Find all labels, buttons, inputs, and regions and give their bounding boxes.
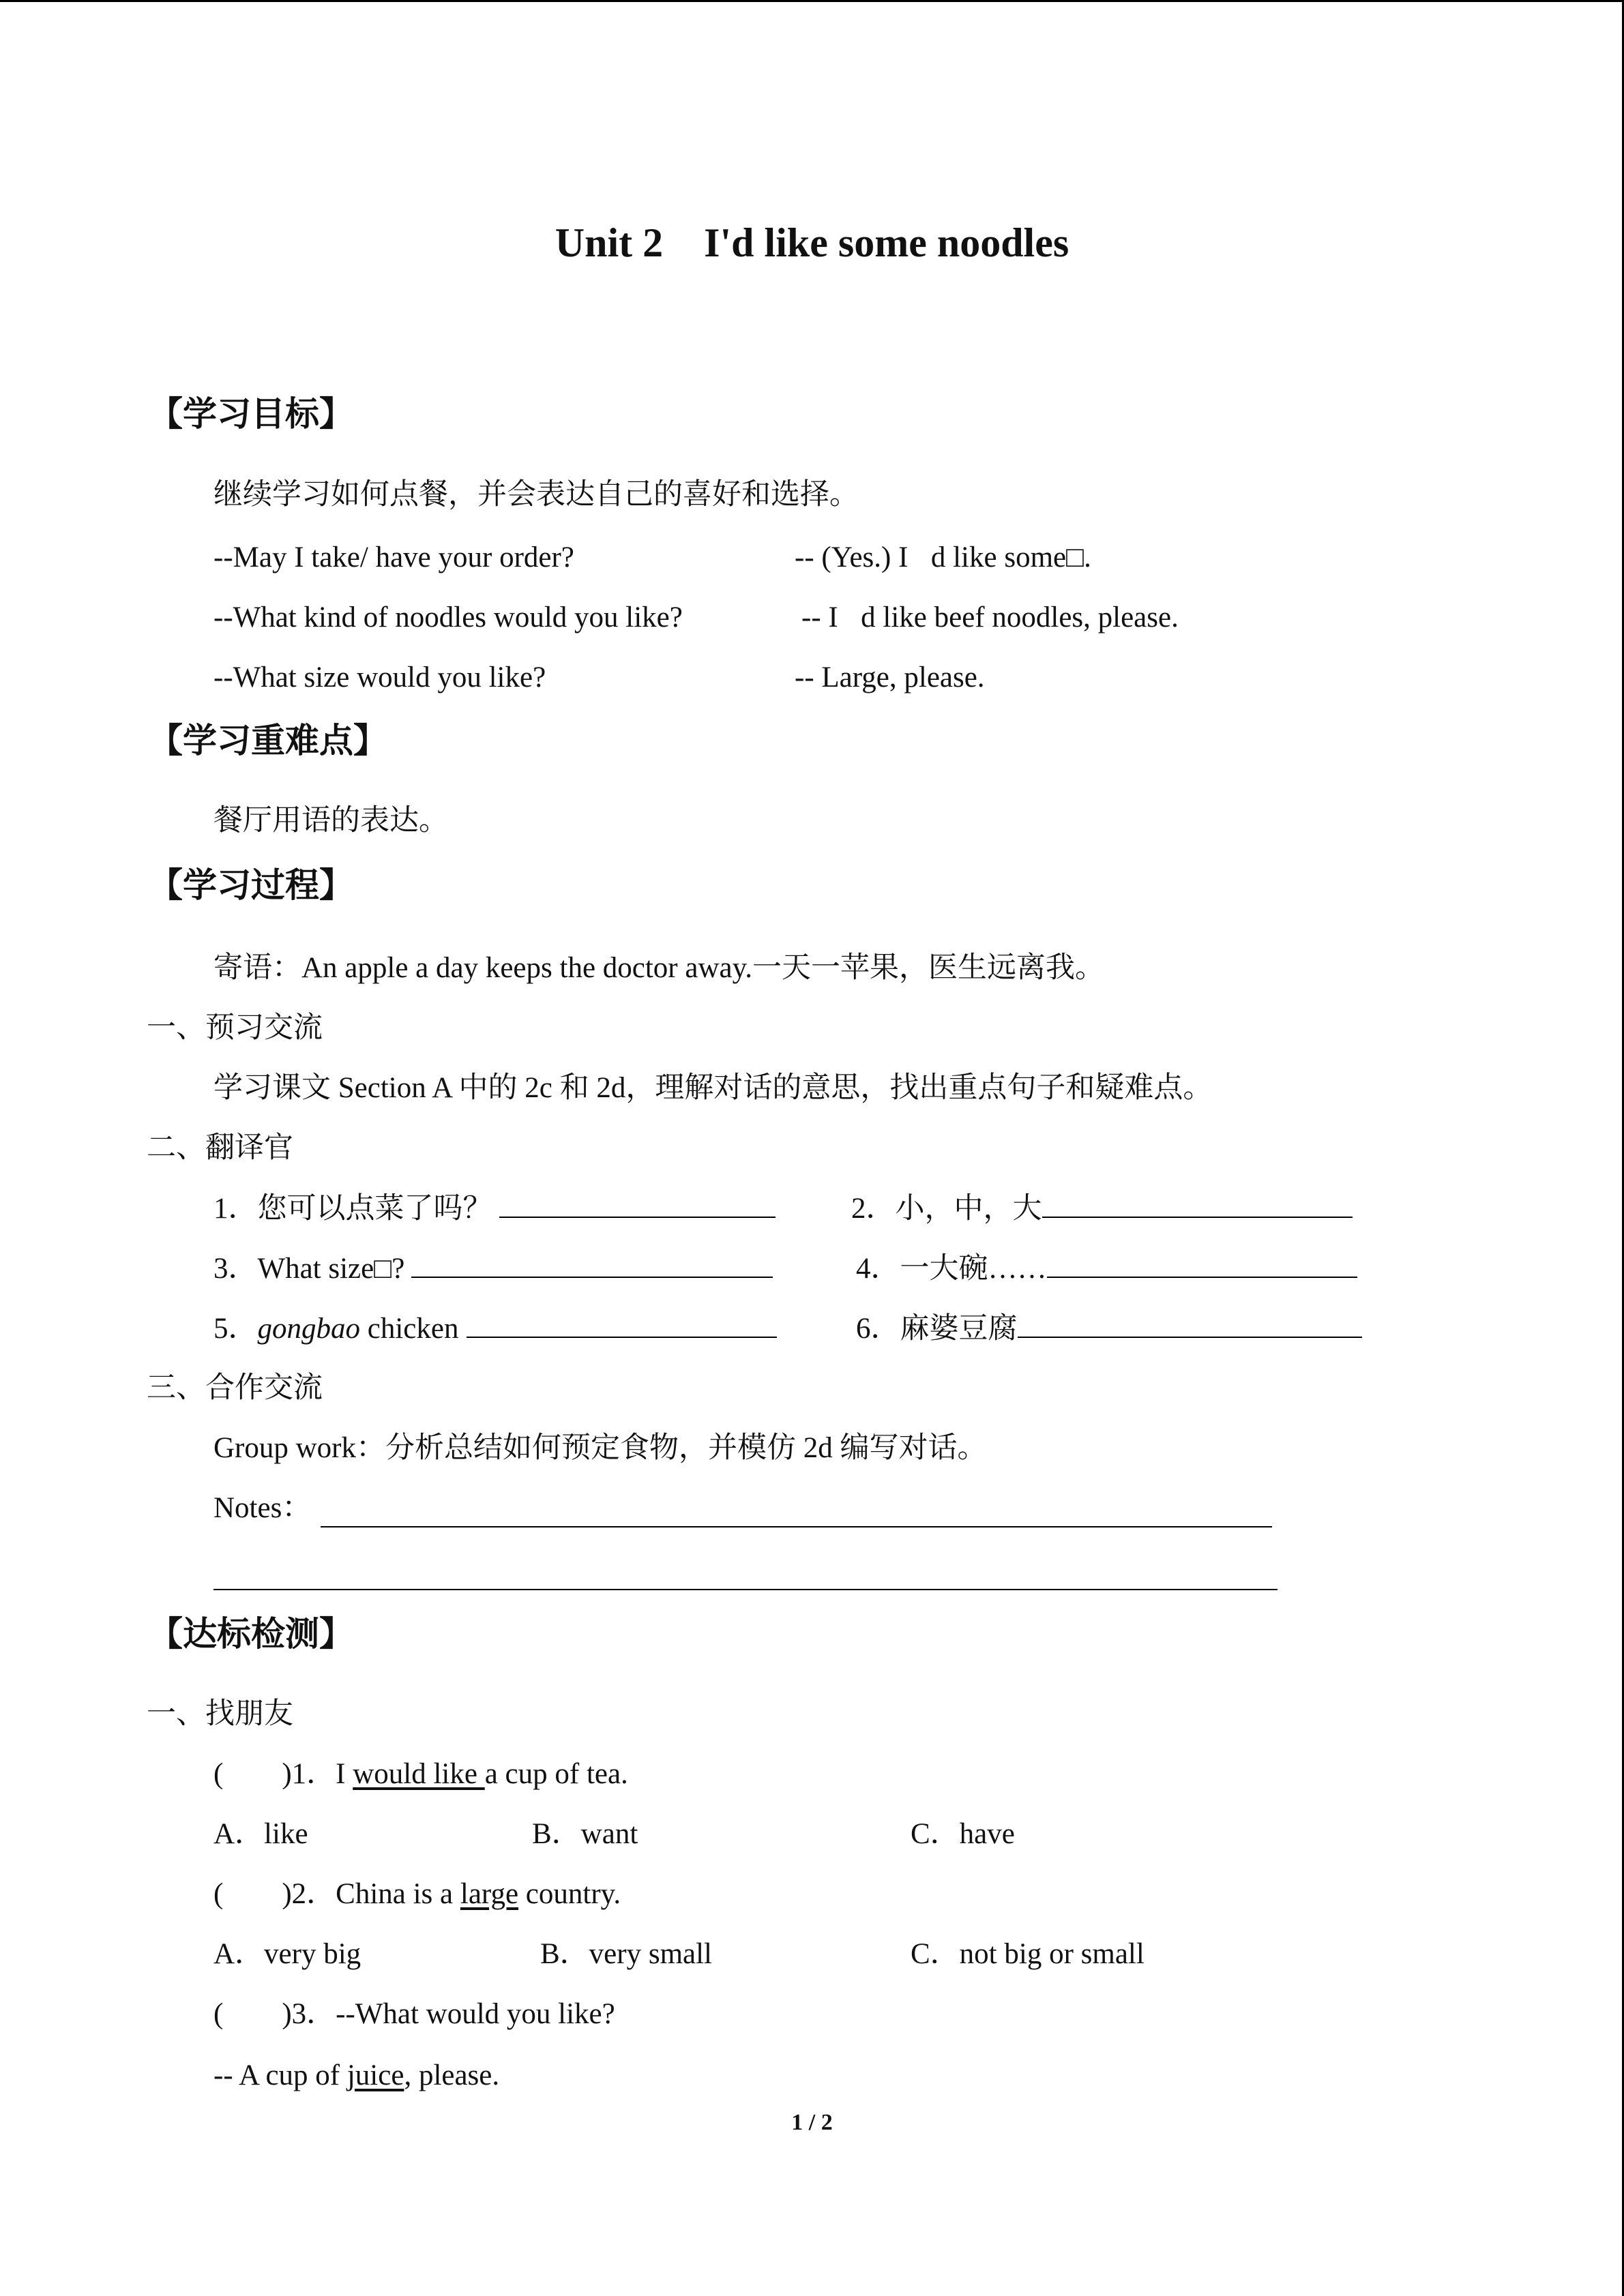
- question-3-answer: -- A cup of juice, please.: [213, 2059, 500, 2091]
- translate-item-1: 1．您可以点菜了吗？: [213, 1189, 776, 1228]
- key-points-text: 餐厅用语的表达。: [213, 805, 448, 837]
- notes-line-2[interactable]: [213, 1589, 1278, 1590]
- answer-blank[interactable]: [1042, 1189, 1353, 1218]
- question-2: ( )2．China is a large country.: [213, 1878, 621, 1910]
- dialog-answer-2: -- I d like beef noodles, please.: [801, 601, 1179, 633]
- answer-blank[interactable]: [1018, 1309, 1362, 1338]
- notes-label: Notes：: [213, 1492, 312, 1524]
- translate-title: 二、翻译官: [147, 1132, 293, 1164]
- motto: 寄语：An apple a day keeps the doctor away.一天一苹果，医生远离我。: [213, 952, 1105, 984]
- answer-blank[interactable]: [1047, 1249, 1357, 1278]
- page-number: 1 / 2: [791, 2110, 833, 2135]
- question-1: ( )1．I would like a cup of tea.: [213, 1758, 628, 1790]
- q1-option-c[interactable]: C．have: [911, 1818, 1015, 1850]
- check-section-title: 一、找朋友: [147, 1698, 293, 1730]
- dialog-question-1: --May I take/ have your order?: [213, 541, 574, 573]
- section-header-objectives: 【学习目标】: [149, 394, 353, 434]
- page-title: Unit 2 I'd like some noodles: [555, 220, 1069, 265]
- q2-option-c[interactable]: C．not big or small: [911, 1938, 1145, 1970]
- dialog-answer-3: -- Large, please.: [795, 661, 985, 694]
- answer-blank[interactable]: [499, 1189, 776, 1218]
- notes-line-1[interactable]: [321, 1526, 1272, 1527]
- q1-option-b[interactable]: B．want: [532, 1818, 638, 1850]
- translate-item-2: 2．小，中，大: [851, 1189, 1353, 1228]
- section-header-key-points: 【学习重难点】: [149, 721, 387, 760]
- answer-blank[interactable]: [411, 1249, 773, 1278]
- question-3: ( )3．--What would you like?: [213, 1998, 615, 2030]
- preview-text: 学习课文 Section A 中的 2c 和 2d，理解对话的意思，找出重点句子和疑难点。: [213, 1072, 1213, 1104]
- cooperation-text: Group work：分析总结如何预定食物，并模仿 2d 编写对话。: [213, 1432, 987, 1464]
- objectives-intro: 继续学习如何点餐，并会表达自己的喜好和选择。: [213, 479, 859, 511]
- answer-blank[interactable]: [467, 1309, 777, 1338]
- translate-item-4: 4．一大碗……: [856, 1249, 1357, 1288]
- q1-option-a[interactable]: A．like: [213, 1818, 308, 1850]
- top-border: [0, 0, 1624, 2]
- dialog-answer-1: -- (Yes.) I d like some□.: [795, 541, 1091, 573]
- section-header-check: 【达标检测】: [149, 1614, 353, 1654]
- translate-item-5: 5．gongbao chicken: [213, 1309, 777, 1348]
- section-header-process: 【学习过程】: [149, 865, 353, 905]
- q2-option-b[interactable]: B．very small: [540, 1938, 712, 1970]
- dialog-question-2: --What kind of noodles would you like?: [213, 601, 683, 633]
- q2-option-a[interactable]: A．very big: [213, 1938, 361, 1970]
- cooperation-title: 三、合作交流: [147, 1372, 323, 1404]
- preview-title: 一、预习交流: [147, 1012, 323, 1044]
- translate-item-3: 3．What size□?: [213, 1249, 773, 1288]
- dialog-question-3: --What size would you like?: [213, 661, 546, 694]
- translate-item-6: 6．麻婆豆腐: [856, 1309, 1362, 1348]
